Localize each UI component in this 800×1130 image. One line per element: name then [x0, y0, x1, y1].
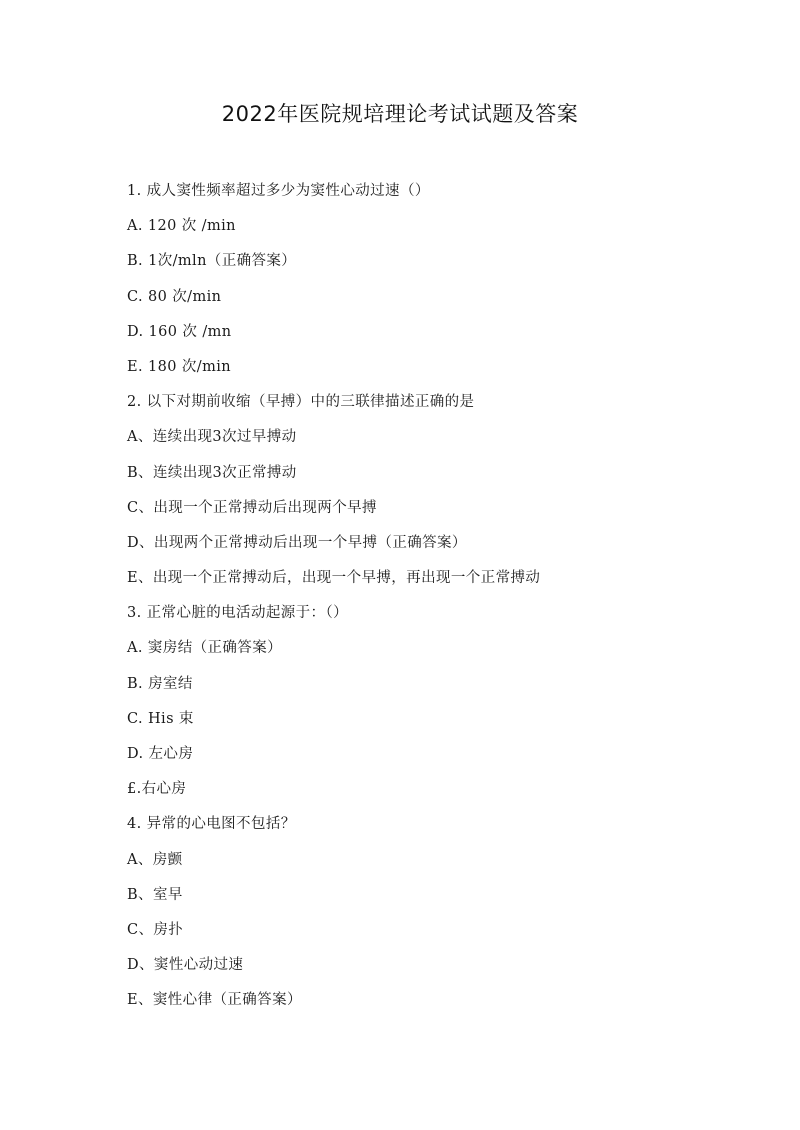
question-3-option-a: A. 窦房结（正确答案）: [127, 640, 282, 657]
question-2-option-c: C、出现一个正常搏动后出现两个早搏: [127, 499, 377, 516]
question-2-stem: 2. 以下对期前收缩（早搏）中的三联律描述正确的是: [127, 394, 475, 411]
question-4-stem: 4. 异常的心电图不包括？: [127, 816, 296, 833]
question-2-option-a: A、连续出现3次过早搏动: [127, 429, 297, 446]
question-3-option-c: C. His 束: [127, 710, 194, 727]
question-1-option-d: D. 160 次 /mn: [127, 323, 232, 340]
question-3-option-b: B. 房室结: [127, 675, 193, 692]
question-1-option-a: A. 120 次 /min: [127, 218, 236, 235]
question-1-stem: 1. 成人窦性频率超过多少为窦性心动过速（）: [127, 183, 430, 199]
question-3-stem: 3. 正常心脏的电活动起源于：（）: [127, 605, 348, 622]
question-1-option-e: E. 180 次/min: [127, 358, 231, 375]
question-2-option-b: B、连续出现3次正常搏动: [127, 464, 297, 481]
question-list: [127, 179, 687, 1024]
question-4-option-c: C、房扑: [127, 921, 184, 938]
document-title: 2022年医院规培理论考试试题及答案: [221, 102, 579, 126]
question-4-option-e: E、窦性心律（正确答案）: [127, 992, 302, 1009]
question-4-option-a: A、房颤: [127, 851, 183, 868]
question-3-option-d: D. 左心房: [127, 746, 194, 762]
question-1-option-c: C. 80 次/min: [127, 288, 222, 305]
question-2-option-d: D、出现两个正常搏动后出现一个早搏（正确答案）: [127, 534, 467, 551]
question-1-option-b: B. 1次/mln（正确答案）: [127, 253, 297, 270]
question-2-option-e: E、出现一个正常搏动后，出现一个早搏，再出现一个正常搏动: [127, 570, 541, 587]
question-4-option-d: D、窦性心动过速: [127, 957, 244, 974]
question-3-option-e: £.右心房: [127, 781, 187, 798]
question-4-option-b: B、室早: [127, 886, 183, 903]
